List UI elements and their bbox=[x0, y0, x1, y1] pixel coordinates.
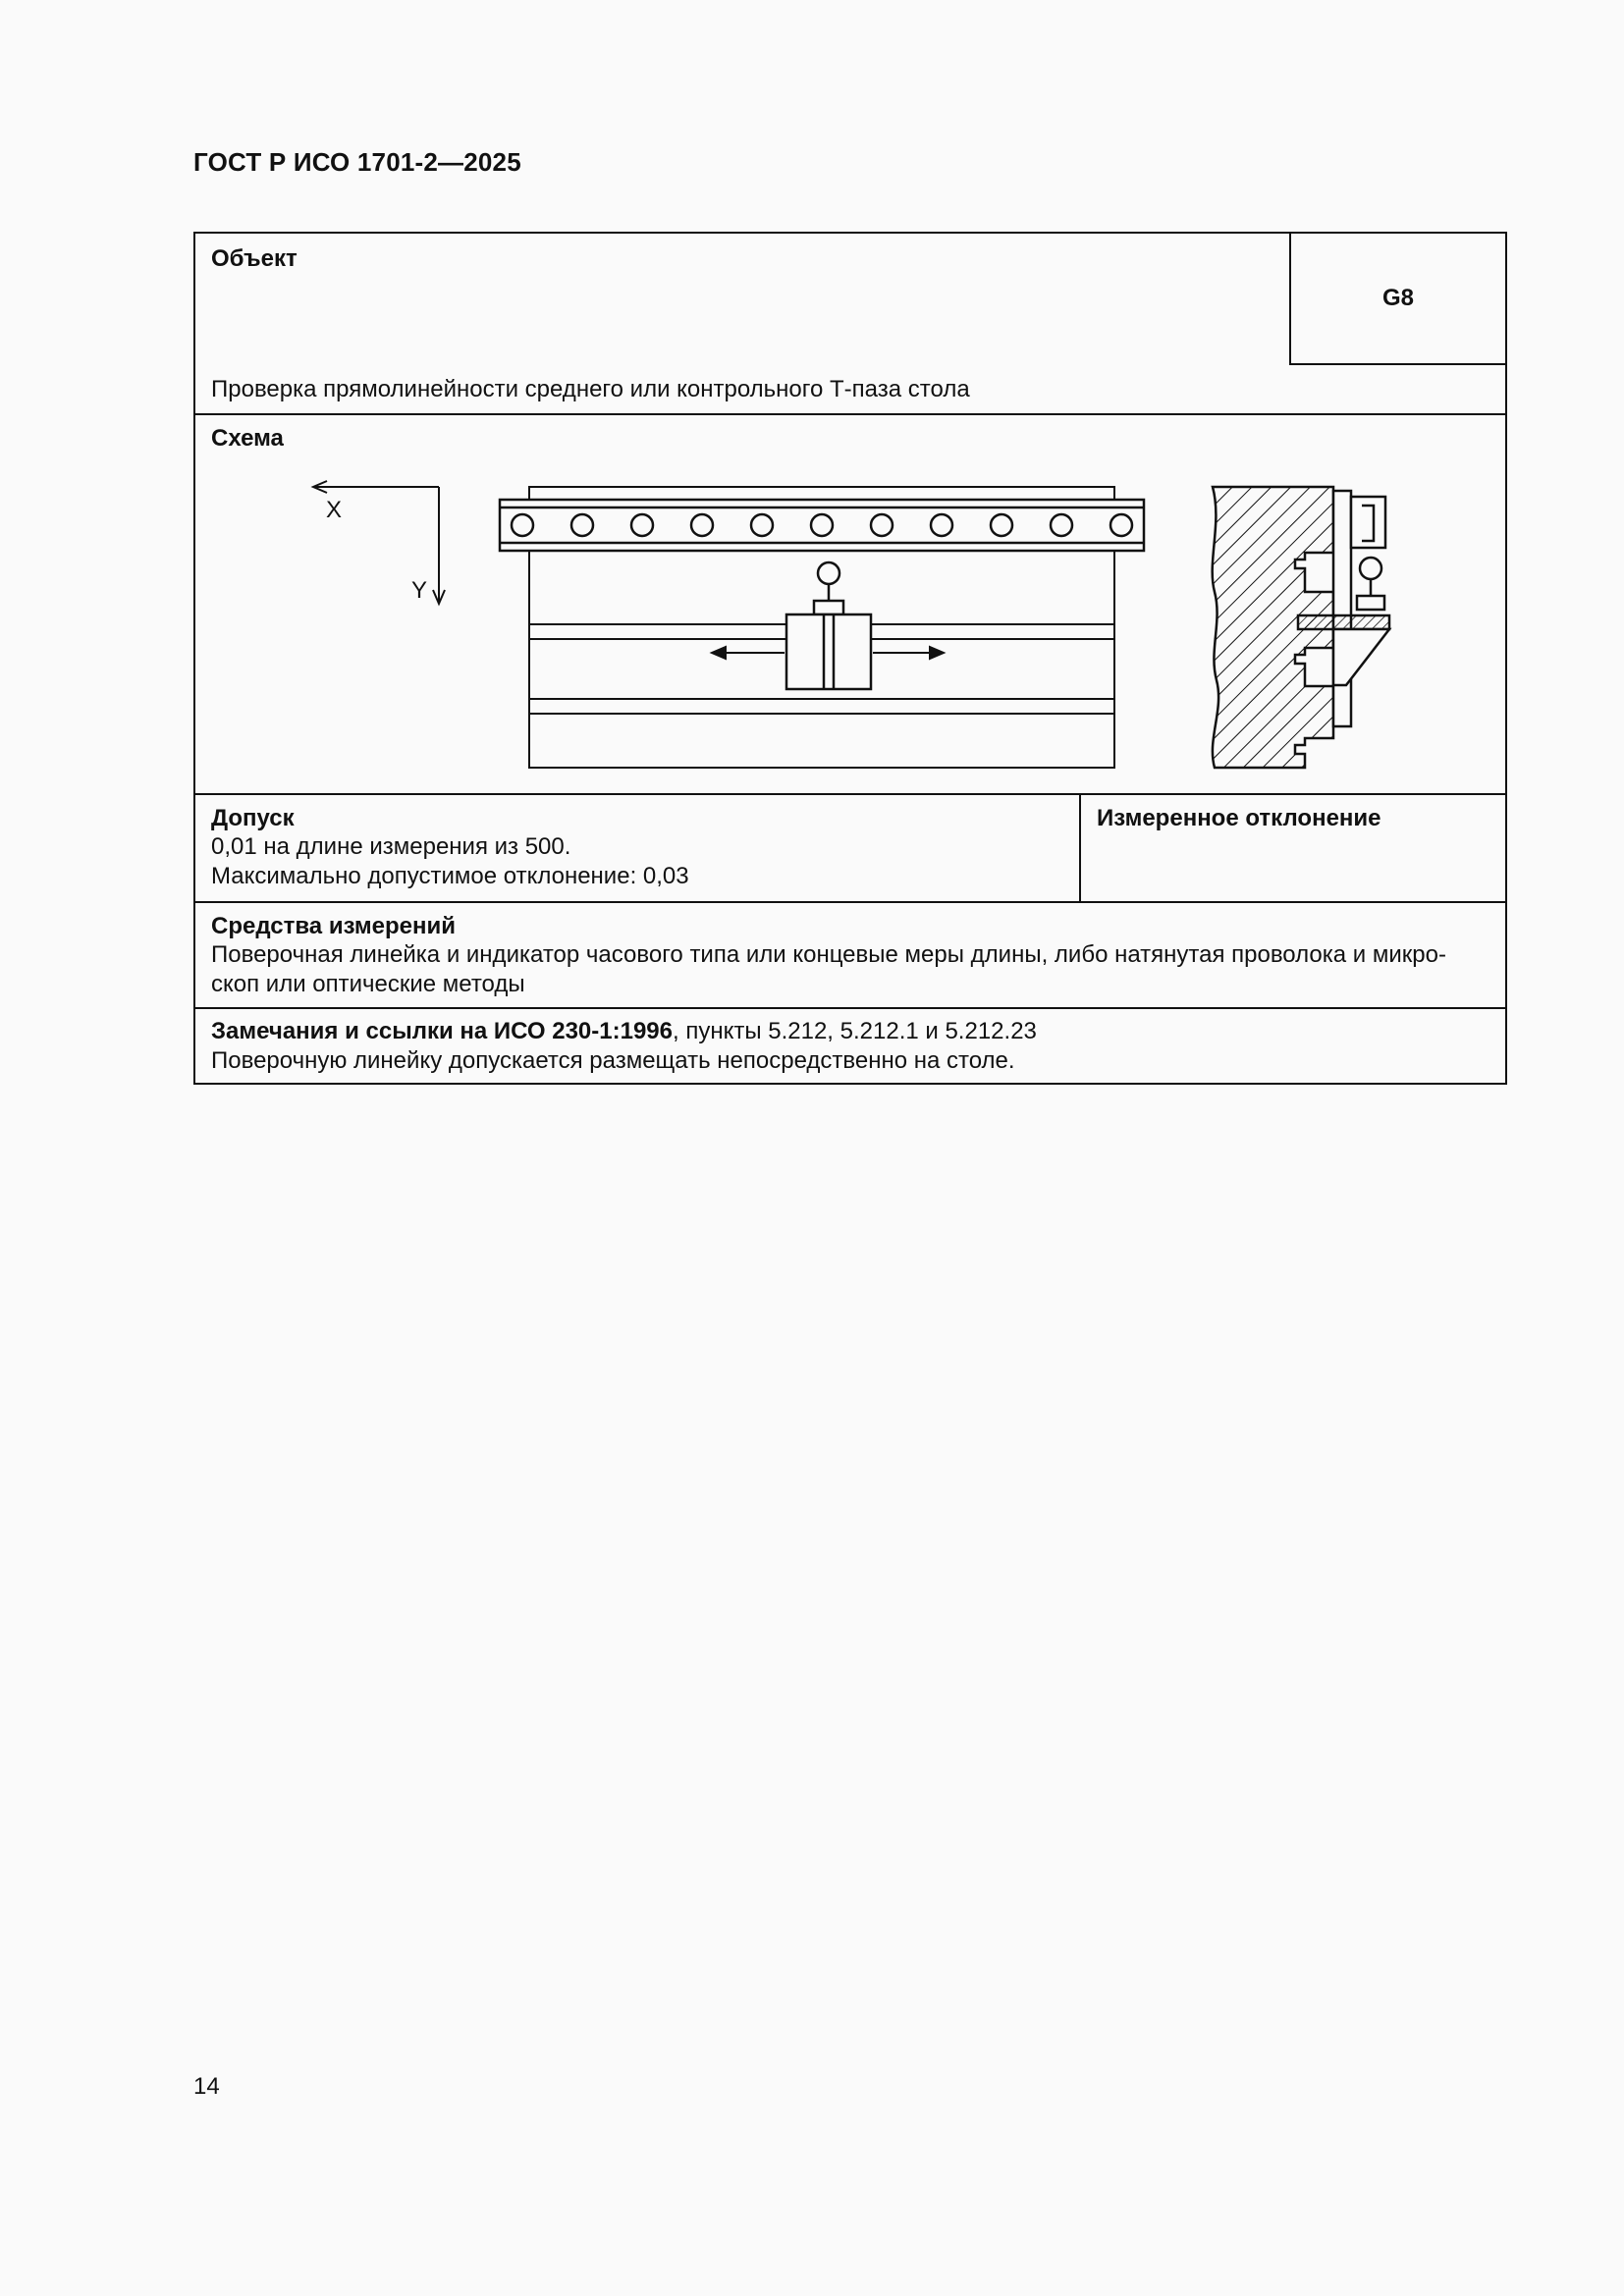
scheme-label: Схема bbox=[211, 425, 284, 452]
instruments-label: Средства измерений bbox=[211, 913, 457, 939]
measured-deviation-label: Измеренное отклонение bbox=[1097, 805, 1381, 831]
divider bbox=[1079, 795, 1081, 901]
notes-references: , пункты 5.212, 5.212.1 и 5.212.23 bbox=[672, 1018, 1037, 1044]
instruments-section bbox=[195, 903, 1505, 1007]
instruments-line-2: скоп или оптические методы bbox=[211, 971, 525, 997]
axis-x-label: X bbox=[326, 497, 343, 523]
document-header: ГОСТ Р ИСО 1701-2—2025 bbox=[193, 147, 521, 177]
tolerance-label: Допуск bbox=[211, 805, 295, 831]
tolerance-line-1: 0,01 на длине измерения из 500. bbox=[211, 833, 571, 860]
test-card bbox=[193, 232, 1507, 1085]
dial-indicator-front bbox=[786, 562, 871, 689]
tolerance-line-2: Максимально допустимое отклонение: 0,03 bbox=[211, 863, 689, 889]
notes-section bbox=[195, 1009, 1505, 1085]
scheme-section bbox=[195, 415, 1505, 793]
object-section bbox=[195, 234, 1505, 414]
object-label: Объект bbox=[211, 245, 298, 272]
notes-heading bbox=[211, 1017, 1037, 1046]
test-code: G8 bbox=[1289, 234, 1505, 365]
axis-y-label: Y bbox=[411, 577, 428, 604]
object-description: Проверка прямолинейности среднего или контрольного Т-паза стола bbox=[211, 376, 970, 402]
tolerance-section bbox=[195, 795, 1505, 901]
notes-line-2: Поверочную линейку допускается размещать непосредственно на столе. bbox=[211, 1047, 1015, 1074]
notes-label: Замечания и ссылки на ИСО 230-1:1996 bbox=[211, 1018, 673, 1044]
page-number: 14 bbox=[193, 2073, 220, 2100]
instruments-line-1: Поверочная линейка и индикатор часового типа или концевые меры длины, либо натянутая проволока и микро- bbox=[211, 941, 1446, 968]
scheme-diagram bbox=[195, 415, 1505, 793]
